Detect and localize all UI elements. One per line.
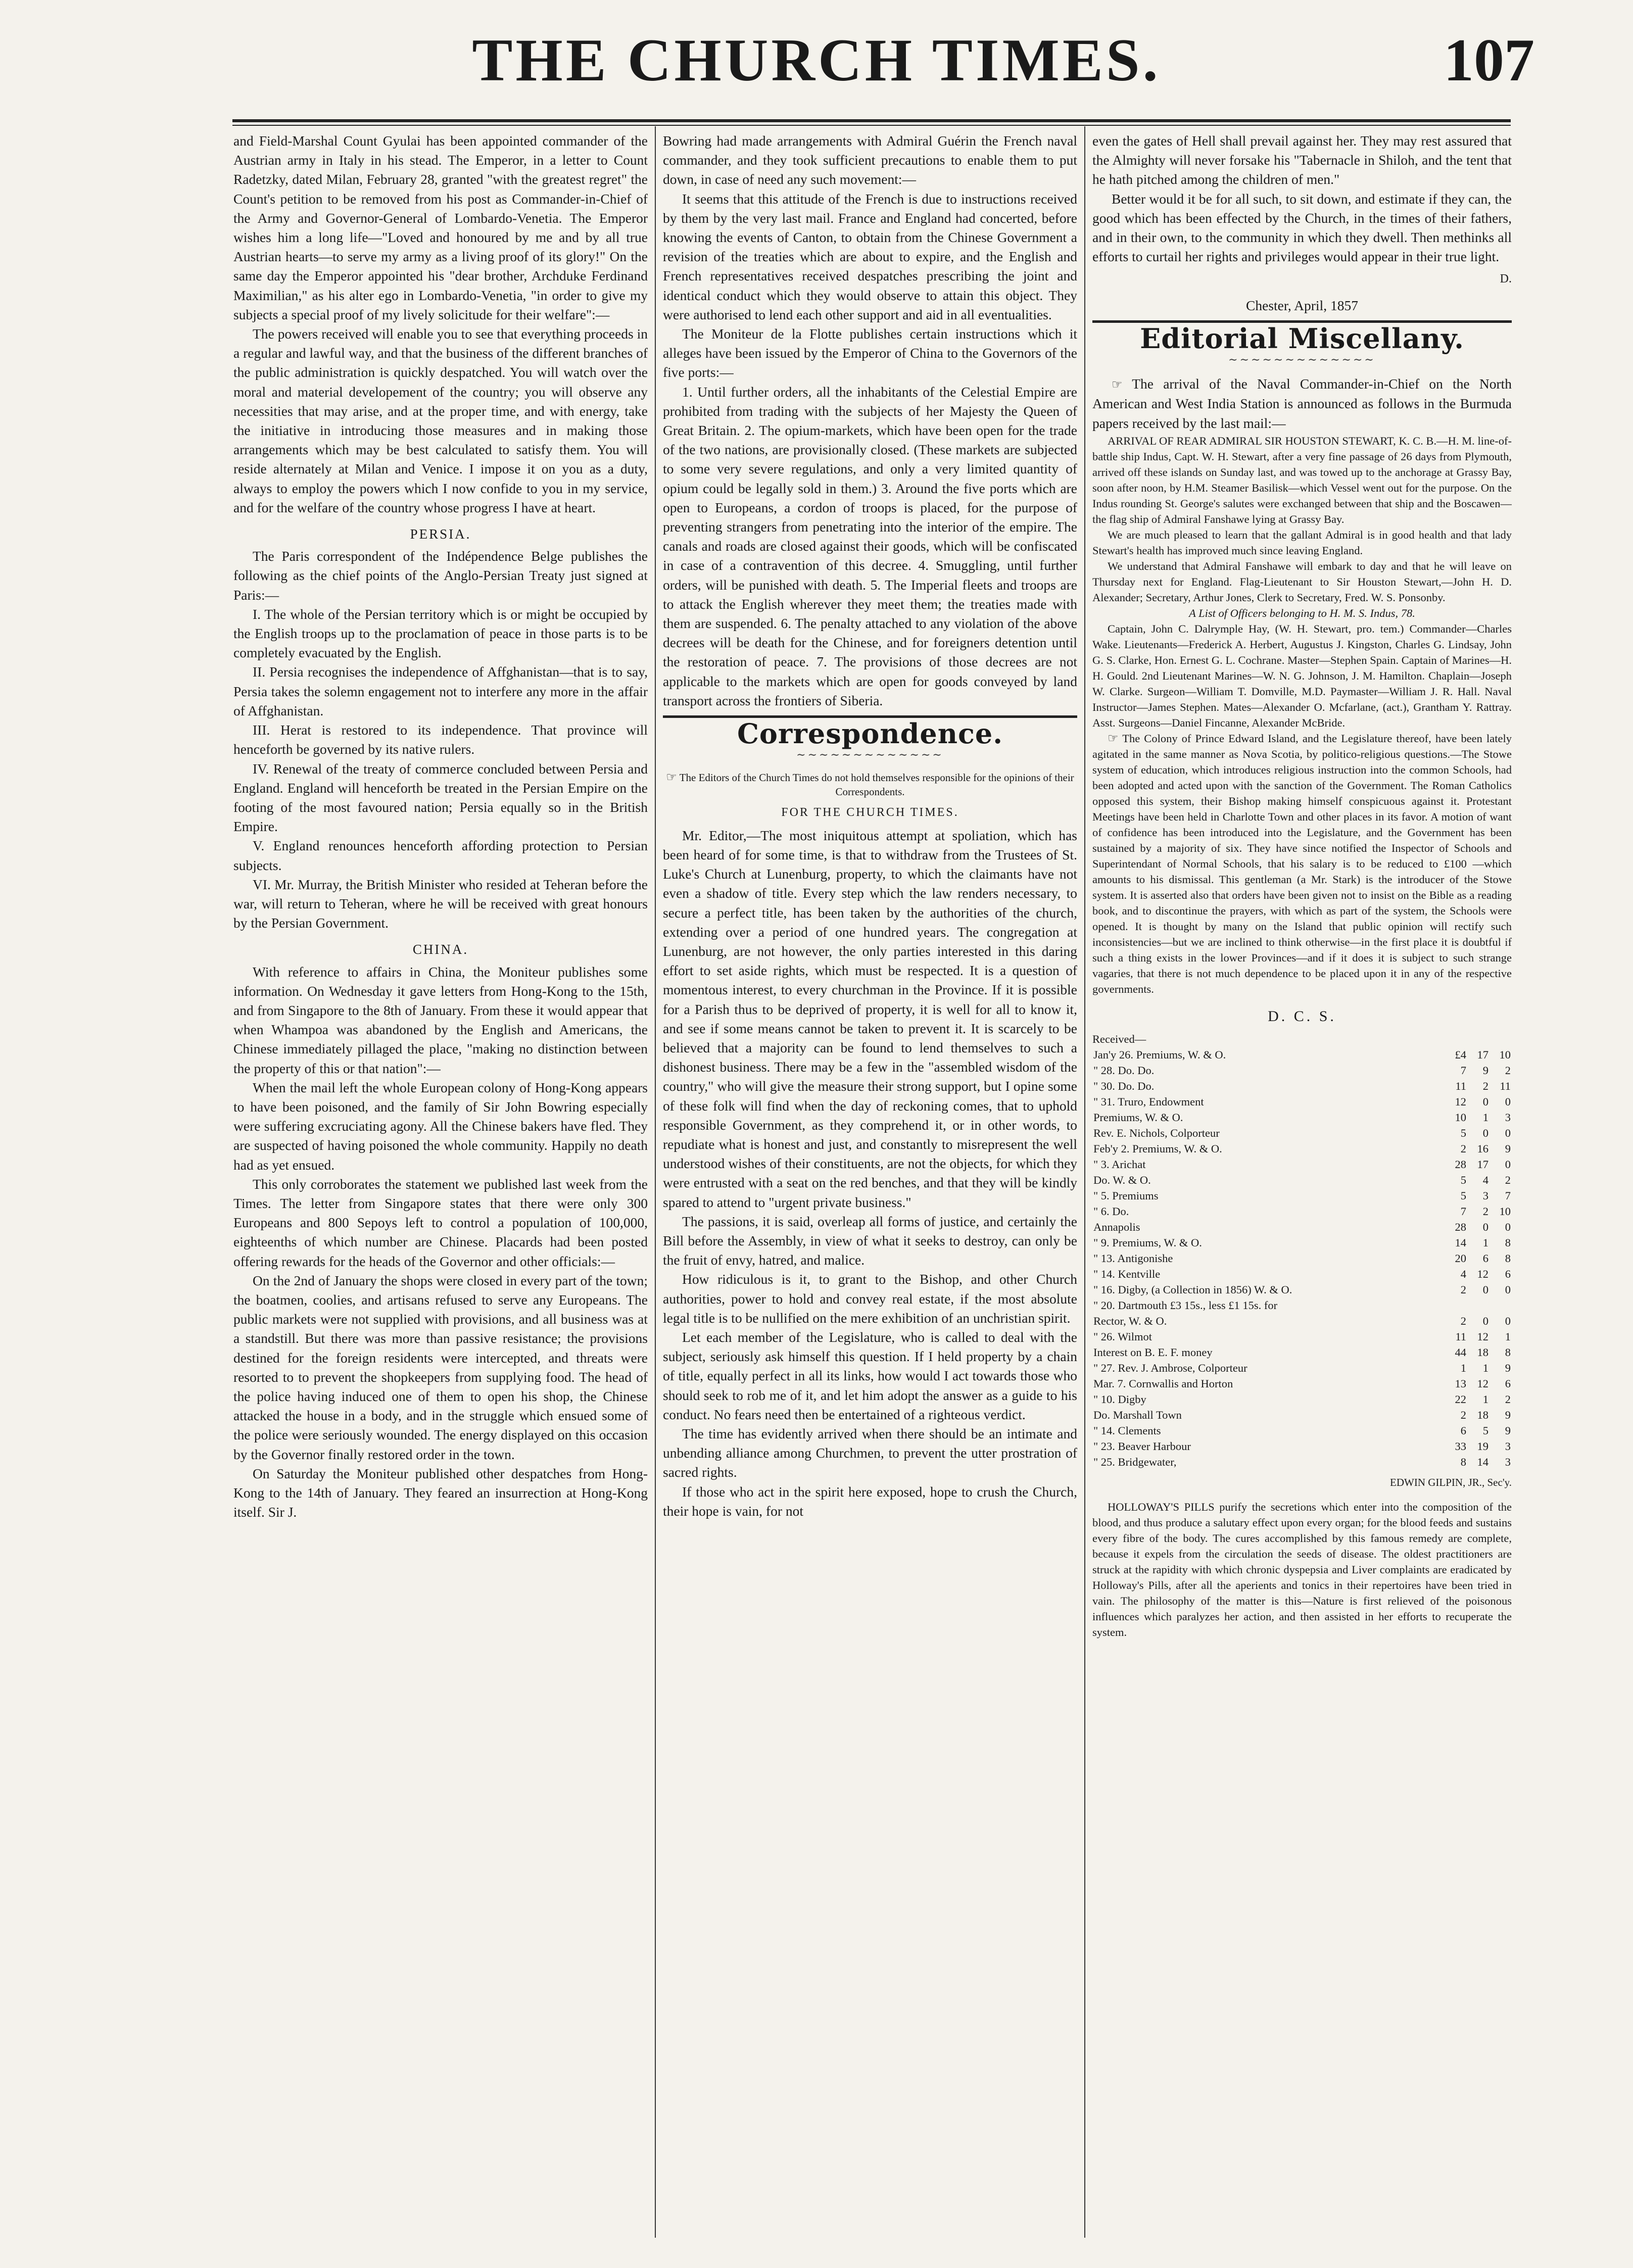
ledger-row bbox=[1092, 1329, 1512, 1344]
officer-list: Captain, John C. Dalrymple Hay, (W. H. Stewart, pro. tem.) Commander—Charles Wake. Lieutenants—Frederick A. Herbert, Augustus J. Kingston, Charles G. Lindsay, John G. S. Clarke, Hon. Ernest G. L. Cochrane. Master—Stephen Spain. Captain of Marines—H. H. Gould. 2nd Lieutenant Marines—W. N. G. Johnson, J. M. Hamilton. Chaplain—Joseph W. Clarke. Surgeon—William T. Domville, M.D. Paymaster—William J. R. Hall. Naval Instructor—James Stephen. Mates—Alexander O. Mcfarlane, (act.), Grantham Y. Rattray. Asst. Surgeons—Daniel Fincanne, Alexander McBride. bbox=[1092, 622, 1512, 729]
paragraph: The powers received will enable you to see that everything proceeds in a regular and lawful way, and that the business of the different branches of the public administration is quickly despatched. You will watch over the moral and material developement of the country; you will observe any necessities that may arise, and at the proper time, and with energy, take the initiative in introducing those measures and in making those arrangements which may be best calculated to satisfy them. You will reside alternately at Milan and Venice. I impose it on you as a duty, always to employ the powers which I now confide to you in my service, and for the welfare of the country whose progress I have at heart. bbox=[233, 326, 648, 515]
column-divider bbox=[655, 126, 656, 2238]
ledger-entry: " 26. Wilmot bbox=[1093, 1330, 1152, 1343]
ledger-amount: 2 bbox=[1482, 1080, 1488, 1093]
pointing-hand-icon: ☞ bbox=[1108, 731, 1119, 745]
ledger-amount: 6 bbox=[1505, 1377, 1511, 1390]
ledger-amount: 14 bbox=[1455, 1236, 1466, 1249]
ledger-amount: 22 bbox=[1455, 1393, 1466, 1406]
ledger-received-label: Received— bbox=[1092, 1033, 1146, 1046]
section-heading-persia: PERSIA. bbox=[410, 526, 471, 542]
ledger-row bbox=[1092, 1203, 1512, 1219]
ledger-amount: 2 bbox=[1482, 1205, 1488, 1218]
ledger-entry: " 9. Premiums, W. & O. bbox=[1093, 1236, 1202, 1249]
ledger-amount: 2 bbox=[1505, 1174, 1511, 1187]
paragraph: This only corroborates the statement we published last week from the Times. The letter from Singapore states that there were only 300 Europeans and 800 Sepoys left to control a population of 100,000, eighteenths of which number are Chinese. Placards had been posted offering rewards for the heads of the Governor and other officials:— bbox=[233, 1176, 648, 1269]
ledger-row bbox=[1092, 1156, 1512, 1172]
ledger-entry: Annapolis bbox=[1093, 1221, 1140, 1234]
column-3 bbox=[1092, 131, 1512, 2238]
ledger-row bbox=[1092, 1344, 1512, 1360]
ledger-row bbox=[1092, 1125, 1512, 1141]
ledger-entry: " 3. Arichat bbox=[1093, 1158, 1146, 1171]
ledger-amount: 0 bbox=[1505, 1127, 1511, 1140]
ledger-amount: 2 bbox=[1460, 1315, 1466, 1328]
ledger-amount: 5 bbox=[1482, 1424, 1488, 1437]
paragraph: The Paris correspondent of the Indépendence Belge publishes the following as the chief points of the Anglo-Persian Treaty just signed at Paris:— bbox=[233, 548, 648, 603]
ledger-row bbox=[1092, 1094, 1512, 1109]
ledger-entry: " 10. Digby bbox=[1093, 1393, 1146, 1406]
paragraph: Bowring had made arrangements with Admiral Guérin the French naval commander, and they took sufficient precautions to enable them to put down, in case of need any such movement:— bbox=[663, 133, 1077, 187]
paragraph: and Field-Marshal Count Gyulai has been appointed commander of the Austrian army in Italy in his stead. The Emperor, in a letter to Count Radetzky, dated Milan, February 28, granted "with the greatest regret" the Count's petition to be removed from his post as Commander-in-Chief of the Army and Governor-General of Lombardo-Venetia. The Emperor wishes him a long life—"Loved and honoured by me and by all true Austrian hearts—to serve my army as a living proof of its glory!" On the same day the Emperor appointed his "dear brother, Archduke Ferdinand Maximilian," as his alter ego in Lombardo-Venetia, "in order to give my subjects a special proof of my lively solicitude for their welfare":— bbox=[233, 133, 648, 322]
ledger-amount: 2 bbox=[1505, 1393, 1511, 1406]
ledger-amount: 12 bbox=[1477, 1377, 1488, 1390]
treaty-article: II. Persia recognises the independence of Affghanistan—that is to say, Persia takes the solemn engagement not to interfere any more in the affair of Affghanistan. bbox=[233, 664, 648, 718]
treaty-article: VI. Mr. Murray, the British Minister who resided at Teheran before the war, will return to Teheran, where he will be received with great honours by the Persian Government. bbox=[233, 876, 648, 931]
editors-notice-text: The Editors of the Church Times do not hold themselves responsible for the opinions of their Correspondents. bbox=[679, 771, 1074, 798]
ledger-amount: 12 bbox=[1455, 1095, 1466, 1108]
ledger-entry: Do. W. & O. bbox=[1093, 1174, 1151, 1187]
officer-list-title: A List of Officers belonging to H. M. S. Indus, 78. bbox=[1189, 606, 1415, 619]
ledger-amount: 9 bbox=[1505, 1362, 1511, 1375]
ledger-entry: Jan'y 26. Premiums, W. & O. bbox=[1093, 1048, 1226, 1061]
ledger-row bbox=[1092, 1376, 1512, 1391]
news-item-text: The Colony of Prince Edward Island, and the Legislature thereof, have been lately agitated in the same manner as Nova Scotia, by politico-religious questions.—The Stowe system of education, which introduces religious instruction into the common Schools, had been adopted and acted upon with the sanction of the Government. The Roman Catholics opposed this system, their Bishop making himself conspicuous against it. Protestant Meetings have been held in Charlotte Town and other places in its favor. A motion of want of confidence has been introduced into the Legislature, and the Government has been sustained by a majority of six. They have since notified the Inspector of Schools and Superintendant of Normal Schools, that his salary is to be reduced to £100 —which amounts to his dismissal. This gentleman (a Mr. Stark) is the introducer of the Stowe system. It is asserted also that orders have been given not to insist on the Bible as a reading book, and to discontinue the prayers, with which as part of the system, the Schools were opened. It is thought by many on the Island that public opinion will rectify such inconsistencies—but we are inclined to think otherwise—in the first place it is doubtful if such a thing exists in the lower Provinces—and if it does it is subject to such strange vagaries, that there is not much dependence to be placed upon it in any of the respective governments. bbox=[1092, 732, 1512, 995]
ledger-amount: 3 bbox=[1505, 1440, 1511, 1453]
letter-paragraph: Let each member of the Legislature, who is called to deal with the subject, seriously ask himself this question. If I held property by a chain of title, equally perfect in all its links, how would I act towards those who should seek to rob me of it, and let him adopt the answer as a guide to his conduct. No fears need then be entertained of a righteous verdict. bbox=[663, 1329, 1077, 1422]
ledger-amount: 11 bbox=[1500, 1080, 1511, 1093]
ledger-entry: " 13. Antigonishe bbox=[1093, 1252, 1173, 1265]
ledger-amount: 16 bbox=[1477, 1142, 1488, 1155]
letter-paragraph: If those who act in the spirit here exposed, hope to crush the Church, their hope is vain, for not bbox=[663, 1483, 1077, 1519]
page-number: 107 bbox=[1444, 26, 1534, 93]
ledger-amount: 0 bbox=[1482, 1221, 1488, 1234]
masthead bbox=[0, 25, 1633, 116]
letter-signature: D. bbox=[1500, 272, 1512, 286]
ledger-amount: 11 bbox=[1455, 1330, 1466, 1343]
pointing-hand-icon: ☞ bbox=[1112, 377, 1123, 392]
ledger-amount bbox=[1490, 1297, 1512, 1313]
ledger-amount: 18 bbox=[1477, 1409, 1488, 1422]
ledger-amount: 1 bbox=[1460, 1362, 1466, 1375]
paragraph: 1. Until further orders, all the inhabitants of the Celestial Empire are prohibited from trading with the subjects of her Majesty the Queen of Great Britain. 2. The opium-markets, which have been open for the trade of the two nations, are provisionally closed. (These markets are subjected to some very severe regulations, and only a very limited quantity of opium could be legally sold in them.) 3. Around the five ports which are open to Europeans, a cordon of troops is placed, for the purpose of preventing strangers from penetrating into the interior of the empire. The canals and roads are closed against their goods, which will be confiscated in case of a contravention of this decree. 4. Smuggling, until further orders, will be punished with death. 5. The Imperial fleets and troops are to attack the English wherever they meet them; the treaties made with them are suspended. 6. The penalty attached to any violation of the above decrees will be death for the Chinese, and for foreigners detention until the restoration of peace. 7. The provisions of those decrees are not applicable to the markets which are open for goods conveyed by land transport across the frontiers of Siberia. bbox=[663, 383, 1077, 708]
ledger-amount: 10 bbox=[1499, 1048, 1511, 1061]
pointing-hand-icon: ☞ bbox=[666, 769, 677, 784]
ledger-amount: 4 bbox=[1460, 1268, 1466, 1281]
news-item: We are much pleased to learn that the gallant Admiral is in good health and that lady Stewart's health has improved much since leaving England. bbox=[1092, 528, 1512, 557]
ledger-row bbox=[1092, 1188, 1512, 1203]
ledger-amount: 0 bbox=[1482, 1283, 1488, 1296]
correspondence-heading: Correspondence. bbox=[663, 715, 1077, 743]
ledger-amount: 10 bbox=[1499, 1205, 1511, 1218]
letter-paragraph: The time has evidently arrived when there should be an intimate and unbending alliance among Churchmen, to prevent the utter prostration of sacred rights. bbox=[663, 1426, 1077, 1480]
ledger-row bbox=[1092, 1313, 1512, 1329]
column-1 bbox=[233, 131, 648, 2238]
ledger-signature: EDWIN GILPIN, JR., Sec'y. bbox=[1390, 1476, 1512, 1489]
advertisement bbox=[1092, 1499, 1512, 1640]
ledger-amount: 8 bbox=[1460, 1456, 1466, 1469]
ledger-amount: 2 bbox=[1460, 1283, 1466, 1296]
ledger-amount: 3 bbox=[1505, 1111, 1511, 1124]
ledger-amount: 0 bbox=[1505, 1158, 1511, 1171]
ledger-amount: 0 bbox=[1505, 1315, 1511, 1328]
ledger-entry: " 16. Digby, (a Collection in 1856) W. & O. bbox=[1093, 1283, 1292, 1296]
ledger-row bbox=[1092, 1063, 1512, 1078]
ledger-amount: 3 bbox=[1482, 1189, 1488, 1202]
letter-paragraph: The passions, it is said, overleap all forms of justice, and certainly the Bill before the Assembly, in view of what it seeks to destroy, can only be the fruit of envy, hatred, and malice. bbox=[663, 1213, 1077, 1268]
ledger-amount: 14 bbox=[1477, 1456, 1488, 1469]
letter-paragraph: Mr. Editor,—The most iniquitous attempt at spoliation, which has been heard of for some time, is that to withdraw from the Trustees of St. Luke's Church at Lunenburg, property, to which the claimants have not even a shadow of title. Every step which the law renders necessary, to secure a perfect title, has been taken by the authorities of the church, extending over a period of one hundred years. The congregation at Lunenburg, are not however, the only parties interested in this daring effort to set aside rights, which must be respected. It is a question of momentous interest, to every churchman in the Province. If it is possible for a Parish thus to be deprived of property, it is well for all to know it, and see if some means cannot be taken to prevent it. It is scarcely to be believed that a majority can be found to lend themselves to such a dishonest business. There may be a few in the "assembled wisdom of the country," who will give the measure their strong support, but I opine some of these folk will find when the day of reckoning comes, that to uphold responsible Government, as they comprehend it, or in other words, to repudiate what is honest and just, and constantly to misrepresent the well understood wishes of their constituents, are not the objects, for which they were entrusted with a seat on the red benches, and that they will be kindly spared to attend to "urgent private business." bbox=[663, 827, 1077, 1210]
ledger-amount: 0 bbox=[1505, 1095, 1511, 1108]
ledger-amount: 1 bbox=[1482, 1393, 1488, 1406]
paragraph: It seems that this attitude of the French is due to instructions received by them by the very last mail. France and England had concerted, before knowing the events of Canton, to obtain from the Chinese Government a revision of the treaties which are about to expire, and the English and French representatives received despatches prescribing the joint and identical conduct which they would observe to attain this object. They were authorised to lend each other support and aid in all eventualities. bbox=[663, 190, 1077, 322]
ledger-amount: 0 bbox=[1482, 1095, 1488, 1108]
ledger-amount: 3 bbox=[1505, 1456, 1511, 1469]
ledger-row bbox=[1092, 1250, 1512, 1266]
ledger-amount: 7 bbox=[1505, 1189, 1511, 1202]
ledger-amount: 8 bbox=[1505, 1236, 1511, 1249]
paragraph bbox=[1092, 374, 1512, 433]
ledger-amount: 17 bbox=[1477, 1158, 1488, 1171]
paragraph: On Saturday the Moniteur published other despatches from Hong-Kong to the 14th of January. They feared an insurrection at Hong-Kong itself. Sir J. bbox=[233, 1465, 648, 1520]
publication-title: THE CHURCH TIMES. bbox=[472, 26, 1161, 93]
ledger-entry: " 14. Clements bbox=[1093, 1424, 1161, 1437]
ledger-amount: 1 bbox=[1482, 1236, 1488, 1249]
ledger-row bbox=[1092, 1297, 1512, 1313]
ledger-amount: 1 bbox=[1482, 1362, 1488, 1375]
editors-notice bbox=[663, 770, 1077, 799]
ledger-amount: 5 bbox=[1460, 1189, 1466, 1202]
ledger-amount: 2 bbox=[1460, 1142, 1466, 1155]
section-heading-china: CHINA. bbox=[412, 942, 469, 957]
ledger-table bbox=[1092, 1047, 1512, 1470]
ledger-amount bbox=[1467, 1297, 1490, 1313]
ledger-amount: 0 bbox=[1505, 1283, 1511, 1296]
paragraph: Better would it be for all such, to sit down, and estimate if they can, the good which has been effected by the Church, in the times of their fathers, and in their own, to the community in which they dwell. Then methinks all efforts to curtail her rights and privileges would appear in their true light. bbox=[1092, 190, 1512, 265]
ledger-row bbox=[1092, 1266, 1512, 1282]
ledger-amount: 33 bbox=[1455, 1440, 1466, 1453]
ledger-row bbox=[1092, 1391, 1512, 1407]
ledger-amount: 12 bbox=[1477, 1330, 1488, 1343]
ledger-amount: 1 bbox=[1505, 1330, 1511, 1343]
ledger-entry: " 6. Do. bbox=[1093, 1205, 1129, 1218]
small-print-block bbox=[1092, 433, 1512, 997]
ledger-row bbox=[1092, 1438, 1512, 1454]
ledger-row bbox=[1092, 1282, 1512, 1297]
column-2 bbox=[663, 131, 1077, 2238]
advertisement-text: HOLLOWAY'S PILLS purify the secretions which enter into the composition of the blood, and thus produce a salutary effect upon every organ; for the blood feeds and sustains every fibre of the body. The cures accomplished by this famous remedy are complete, because it expels from the circulation the seeds of disease. The oldest practitioners are struck at the rapidity with which chronic dyspepsia and Liver complaints are eradicated by Holloway's Pills, after all the aperients and tonics in their repertoires have been tried in vain. The philosophy of the matter is this—Nature is first relieved of the poisonous influences which paralyzes her action, and then assisted in her efforts to recuperate the system. bbox=[1092, 1501, 1512, 1639]
ledger-amount: 4 bbox=[1482, 1174, 1488, 1187]
editorial-miscellany-heading: Editorial Miscellany. bbox=[1092, 320, 1512, 348]
ledger-amount: 9 bbox=[1505, 1142, 1511, 1155]
ledger-entry: Feb'y 2. Premiums, W. & O. bbox=[1093, 1142, 1222, 1155]
ledger-amount: 10 bbox=[1455, 1111, 1466, 1124]
treaty-article: I. The whole of the Persian territory which is or might be occupied by the English troops up to the proclamation of peace in those parts is to be completely evacuated by the English. bbox=[233, 606, 648, 661]
ledger-amount: 17 bbox=[1477, 1048, 1488, 1061]
column-divider bbox=[1084, 126, 1085, 2238]
ledger-row bbox=[1092, 1047, 1512, 1063]
ledger-amount: 28 bbox=[1455, 1221, 1466, 1234]
ledger-row bbox=[1092, 1423, 1512, 1438]
ledger-row bbox=[1092, 1454, 1512, 1470]
ledger-amount: 7 bbox=[1460, 1064, 1466, 1077]
ledger-amount: 6 bbox=[1482, 1252, 1488, 1265]
ledger-row bbox=[1092, 1109, 1512, 1125]
ledger-row bbox=[1092, 1360, 1512, 1376]
ledger-row bbox=[1092, 1141, 1512, 1156]
header-rule bbox=[232, 119, 1511, 126]
ledger-amount: 5 bbox=[1460, 1127, 1466, 1140]
ornamental-rule: ∼∼∼∼∼∼∼∼∼∼∼∼∼ bbox=[796, 748, 944, 761]
paragraph-text: The arrival of the Naval Commander-in-Chief on the North American and West India Station is announced as follows in the Burmuda papers received by the last mail:— bbox=[1092, 376, 1512, 431]
ledger-row bbox=[1092, 1172, 1512, 1188]
ledger-entry: Rev. E. Nichols, Colporteur bbox=[1093, 1127, 1220, 1140]
ledger-entry: " 27. Rev. J. Ambrose, Colporteur bbox=[1093, 1362, 1247, 1375]
ledger-amount: 2 bbox=[1460, 1409, 1466, 1422]
ledger-amount: 9 bbox=[1505, 1409, 1511, 1422]
ledger-amount: 9 bbox=[1482, 1064, 1488, 1077]
ledger-amount: 7 bbox=[1460, 1205, 1466, 1218]
ledger-amount: 2 bbox=[1505, 1064, 1511, 1077]
ledger-entry: " 23. Beaver Harbour bbox=[1093, 1440, 1191, 1453]
ledger-entry: " 14. Kentville bbox=[1093, 1268, 1161, 1281]
ledger-amount: £4 bbox=[1455, 1048, 1466, 1061]
ledger-amount: 9 bbox=[1505, 1424, 1511, 1437]
paragraph: On the 2nd of January the shops were closed in every part of the town; the boatmen, coolies, and artisans refused to serve any Europeans. The public markets were not supplied with provisions, and all business was at a standstill. But there was more than passive resistance; the provisions destined for the foreign residents were intercepted, and threats were resorted to to prevent the shopkeepers from supplying food. The head of the police having induced one of them to open his shop, the Chinese attacked the house in a body, and in the struggle which ensued some of the police were seriously wounded. The energy displayed on this occasion by the Governor finally restored order in the town. bbox=[233, 1272, 648, 1462]
ledger-amount: 8 bbox=[1505, 1346, 1511, 1359]
ledger-amount: 20 bbox=[1455, 1252, 1466, 1265]
ledger-row bbox=[1092, 1078, 1512, 1094]
ledger-row bbox=[1092, 1235, 1512, 1250]
ledger-entry: Interest on B. E. F. money bbox=[1093, 1346, 1213, 1359]
ledger-amount: 11 bbox=[1455, 1080, 1466, 1093]
ledger-amount: 13 bbox=[1455, 1377, 1466, 1390]
paragraph: When the mail left the whole European colony of Hong-Kong appears to have been poisoned, and the family of Sir John Bowring especially were suffering excruciating agony. All the Chinese bakers have fled. They are suspected of having poisoned the whole community. Happily no death had as yet ensued. bbox=[233, 1079, 648, 1173]
ledger-amount: 19 bbox=[1477, 1440, 1488, 1453]
ledger-amount: 5 bbox=[1460, 1174, 1466, 1187]
news-item: ARRIVAL OF REAR ADMIRAL SIR HOUSTON STEWART, K. C. B.—H. M. line-of-battle ship Indus, Capt. W. H. Stewart, after a very fine passage of 26 days from Plymouth, arrived off these islands on Sunday last, and was towed up to the anchorage at Grassy Bay, soon after noon, by H.M. Steamer Basilisk—which Vessel went out for the purpose. On the Indus rounding St. George's salutes were exchanged between that ship and the Boscawen—the flag ship of Admiral Fanshawe lying at Grassy Bay. bbox=[1092, 434, 1512, 525]
ledger-row bbox=[1092, 1407, 1512, 1423]
treaty-article: V. England renounces henceforth affording protection to Persian subjects. bbox=[233, 838, 648, 873]
ledger-entry: Mar. 7. Cornwallis and Horton bbox=[1093, 1377, 1233, 1390]
ledger-amount: 1 bbox=[1482, 1111, 1488, 1124]
ledger-amount: 0 bbox=[1482, 1127, 1488, 1140]
ledger-entry: " 25. Bridgewater, bbox=[1093, 1456, 1177, 1469]
ledger-amount: 28 bbox=[1455, 1158, 1466, 1171]
ledger-entry: Premiums, W. & O. bbox=[1093, 1111, 1183, 1124]
ornamental-rule: ∼∼∼∼∼∼∼∼∼∼∼∼∼ bbox=[1228, 353, 1376, 366]
letter-paragraph: How ridiculous is it, to grant to the Bishop, and other Church authorities, power to hold and convey real estate, if the most absolute legal title is to be nullified on the mere exhibition of an unchristian spirit. bbox=[663, 1271, 1077, 1326]
ledger-amount: 12 bbox=[1477, 1268, 1488, 1281]
ledger-amount: 0 bbox=[1482, 1315, 1488, 1328]
ledger-amount: 6 bbox=[1505, 1268, 1511, 1281]
ledger-entry: " 31. Truro, Endowment bbox=[1093, 1095, 1204, 1108]
ledger-amount: 18 bbox=[1477, 1346, 1488, 1359]
paragraph: With reference to affairs in China, the Moniteur publishes some information. On Wednesday it gave letters from Hong-Kong to the 15th, and from Singapore to the 8th of January. From these it would appear that when Whampoa was abandoned by the English and Americans, the Chinese immediately pillaged the place, "making no distinction between the property of this or that nation":— bbox=[233, 963, 648, 1076]
treaty-article: IV. Renewal of the treaty of commerce concluded between Persia and England. England will henceforth be treated in the Persian Empire on the footing of the most favoured nation; Persia equally so in the British Empire. bbox=[233, 760, 648, 835]
ledger-amount: 0 bbox=[1505, 1221, 1511, 1234]
ledger-entry: " 5. Premiums bbox=[1093, 1189, 1159, 1202]
news-item: We understand that Admiral Fanshawe will embark to day and that he will leave on Thursday next for England. Flag-Lieutenant to Sir Houston Stewart,—John H. D. Alexander; Secretary, Arthur Jones, Clerk to Secretary, Fred. W. S. Ponsonby. bbox=[1092, 559, 1512, 604]
ledger-amount: 44 bbox=[1455, 1346, 1466, 1359]
ledger-row bbox=[1092, 1219, 1512, 1235]
ledger-amount bbox=[1445, 1297, 1467, 1313]
paragraph: The Moniteur de la Flotte publishes certain instructions which it alleges have been issued by the Emperor of China to the Governors of the five ports:— bbox=[663, 326, 1077, 380]
paragraph: even the gates of Hell shall prevail against her. They may rest assured that the Almighty will never forsake his "Tabernacle in Shiloh, and the tent that he hath pitched among the children of men." bbox=[1092, 133, 1512, 187]
ledger-amount: 8 bbox=[1505, 1252, 1511, 1265]
ledger-entry: Rector, W. & O. bbox=[1093, 1315, 1167, 1328]
ledger-entry: " 20. Dartmouth £3 15s., less £1 15s. for bbox=[1093, 1299, 1278, 1312]
ledger-title: D. C. S. bbox=[1268, 1007, 1336, 1025]
ledger-entry: Do. Marshall Town bbox=[1093, 1409, 1182, 1422]
dateline: Chester, April, 1857 bbox=[1246, 297, 1358, 313]
ledger-amount: 6 bbox=[1460, 1424, 1466, 1437]
ledger-entry: " 28. Do. Do. bbox=[1093, 1064, 1155, 1077]
news-item bbox=[1092, 731, 1512, 997]
treaty-article: III. Herat is restored to its independence. That province will henceforth be governed by its native rulers. bbox=[233, 722, 648, 757]
subheading: FOR THE CHURCH TIMES. bbox=[781, 805, 959, 819]
ledger-entry: " 30. Do. Do. bbox=[1093, 1080, 1155, 1093]
